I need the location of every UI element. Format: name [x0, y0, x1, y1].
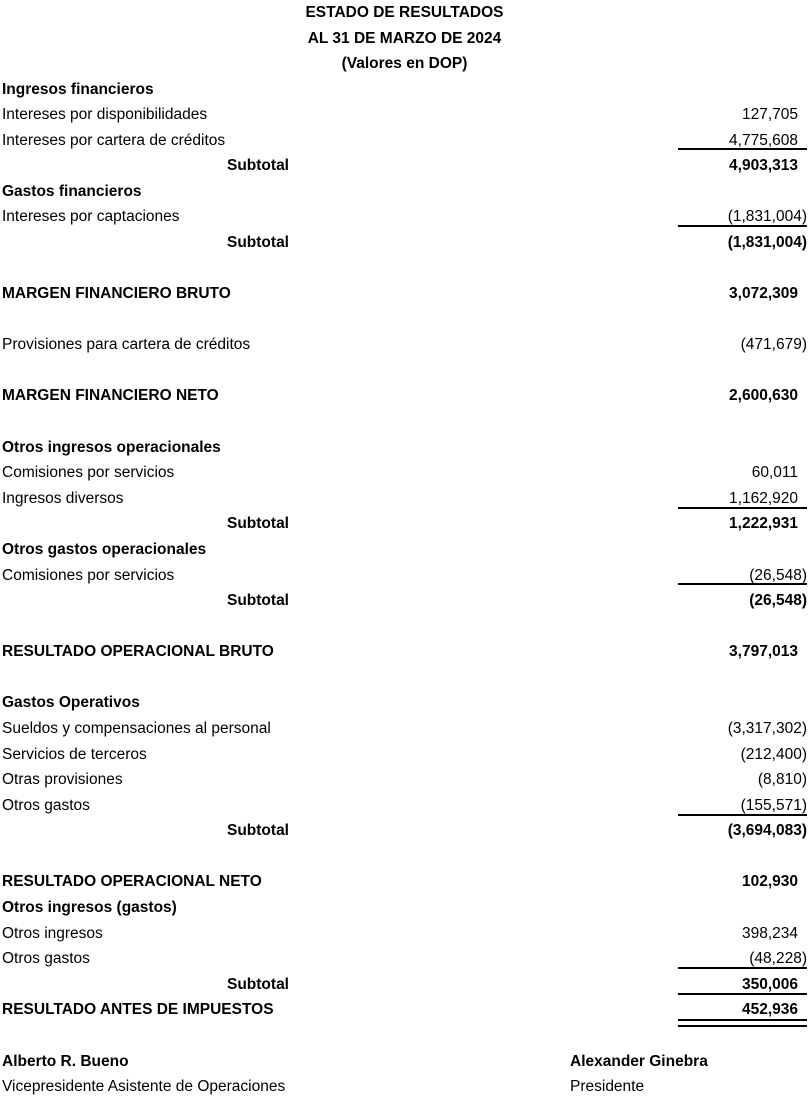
underline-rule [678, 507, 807, 509]
row-label: Intereses por cartera de créditos [2, 131, 226, 149]
blank-row [0, 256, 809, 282]
row-label: Subtotal [227, 822, 289, 840]
row-value: (3,694,083) [727, 822, 807, 840]
blank-row [0, 844, 809, 870]
row-label: Subtotal [227, 975, 289, 993]
row-value: (471,679) [740, 336, 807, 354]
item-row [0, 128, 809, 154]
row-label: Ingresos diversos [2, 489, 124, 507]
blank-row [0, 307, 809, 333]
subtotal-row [0, 819, 809, 845]
row-value: 1,222,931 [729, 515, 798, 533]
item-row [0, 921, 809, 947]
signature-left-title: Vicepresidente Asistente de Operaciones [2, 1078, 286, 1096]
row-value: (1,831,004) [727, 208, 807, 226]
subtotal-row [0, 153, 809, 179]
total-row [0, 384, 809, 410]
item-row [0, 102, 809, 128]
subtotal-row [0, 972, 809, 998]
item-row [0, 946, 809, 972]
section-row [0, 691, 809, 717]
blank-row [0, 358, 809, 384]
signature-right-title: Presidente [570, 1078, 645, 1096]
underline-rule [678, 225, 807, 227]
row-value: 102,930 [741, 873, 798, 891]
section-row [0, 435, 809, 461]
row-value: 2,600,630 [729, 387, 798, 405]
row-value: 3,797,013 [729, 643, 798, 661]
row-value: (155,571) [740, 796, 807, 814]
row-label: Gastos Operativos [2, 694, 140, 712]
item-row [0, 742, 809, 768]
total-row [0, 870, 809, 896]
row-value: 1,162,920 [729, 489, 798, 507]
section-row [0, 77, 809, 103]
row-label: Servicios de terceros [2, 745, 147, 763]
section-row [0, 537, 809, 563]
item-row [0, 793, 809, 819]
row-label: Subtotal [227, 515, 289, 533]
blank-row [0, 665, 809, 691]
statement-period: AL 31 DE MARZO DE 2024 [307, 29, 502, 47]
row-label: Subtotal [227, 157, 289, 175]
row-label: Otros ingresos [2, 924, 103, 942]
item-row [0, 333, 809, 359]
row-value: (212,400) [740, 745, 807, 763]
row-label: Ingresos financieros [2, 80, 154, 98]
row-label: Subtotal [227, 233, 289, 251]
row-label: Otros ingresos (gastos) [2, 899, 177, 917]
blank-row [0, 409, 809, 435]
subtotal-row [0, 512, 809, 538]
blank-row [0, 1023, 809, 1049]
row-label: Intereses por disponibilidades [2, 106, 208, 124]
row-label: Subtotal [227, 592, 289, 610]
underline-rule [678, 993, 807, 995]
blank-row [0, 614, 809, 640]
section-row [0, 179, 809, 205]
signature-titles-row [0, 1074, 809, 1100]
total-row [0, 639, 809, 665]
page-title: ESTADO DE RESULTADOS [305, 4, 504, 21]
row-label: Provisiones para cartera de créditos [2, 336, 251, 354]
row-value: 398,234 [741, 924, 798, 942]
section-row [0, 895, 809, 921]
row-label: MARGEN FINANCIERO BRUTO [2, 285, 231, 303]
row-label: RESULTADO OPERACIONAL BRUTO [2, 643, 274, 661]
underline-rule [678, 967, 807, 969]
row-value: 452,936 [741, 1001, 798, 1019]
signature-left-name: Alberto R. Bueno [2, 1052, 129, 1070]
item-row [0, 205, 809, 231]
item-row [0, 716, 809, 742]
item-row [0, 767, 809, 793]
item-row [0, 563, 809, 589]
row-value: (3,317,302) [727, 719, 807, 737]
row-label: RESULTADO ANTES DE IMPUESTOS [2, 1001, 274, 1019]
row-value: (8,810) [757, 771, 807, 789]
row-value: 4,903,313 [729, 157, 798, 175]
row-label: Otras provisiones [2, 771, 123, 789]
row-value: (1,831,004) [727, 233, 807, 251]
row-label: Intereses por captaciones [2, 208, 180, 226]
row-label: Otros gastos [2, 950, 90, 968]
currency-note: (Valores en DOP) [341, 55, 468, 73]
row-label: Gastos financieros [2, 182, 142, 200]
row-label: MARGEN FINANCIERO NETO [2, 387, 219, 405]
statement-rows [0, 77, 809, 1049]
row-value: 4,775,608 [729, 131, 798, 149]
signature-names-row [0, 1049, 809, 1075]
row-value: 350,006 [741, 975, 798, 993]
row-label: Comisiones por servicios [2, 566, 175, 584]
row-value: 60,011 [751, 464, 798, 482]
row-label: Comisiones por servicios [2, 464, 175, 482]
row-value: 127,705 [741, 106, 798, 124]
item-row [0, 460, 809, 486]
underline-rule [678, 583, 807, 585]
row-label: Otros ingresos operacionales [2, 438, 221, 456]
row-value: 3,072,309 [729, 285, 798, 303]
row-label: Sueldos y compensaciones al personal [2, 719, 271, 737]
total-row [0, 281, 809, 307]
total-row [0, 998, 809, 1024]
subtotal-row [0, 230, 809, 256]
signature-right-name: Alexander Ginebra [570, 1052, 708, 1070]
row-label: Otros gastos [2, 796, 90, 814]
row-label: Otros gastos operacionales [2, 540, 207, 558]
subtotal-row [0, 588, 809, 614]
underline-rule [678, 814, 807, 816]
row-value: (26,548) [749, 566, 807, 584]
row-label: RESULTADO OPERACIONAL NETO [2, 873, 262, 891]
underline-rule [678, 148, 807, 150]
row-value: (26,548) [749, 592, 807, 610]
row-value: (48,228) [749, 950, 807, 968]
item-row [0, 486, 809, 512]
